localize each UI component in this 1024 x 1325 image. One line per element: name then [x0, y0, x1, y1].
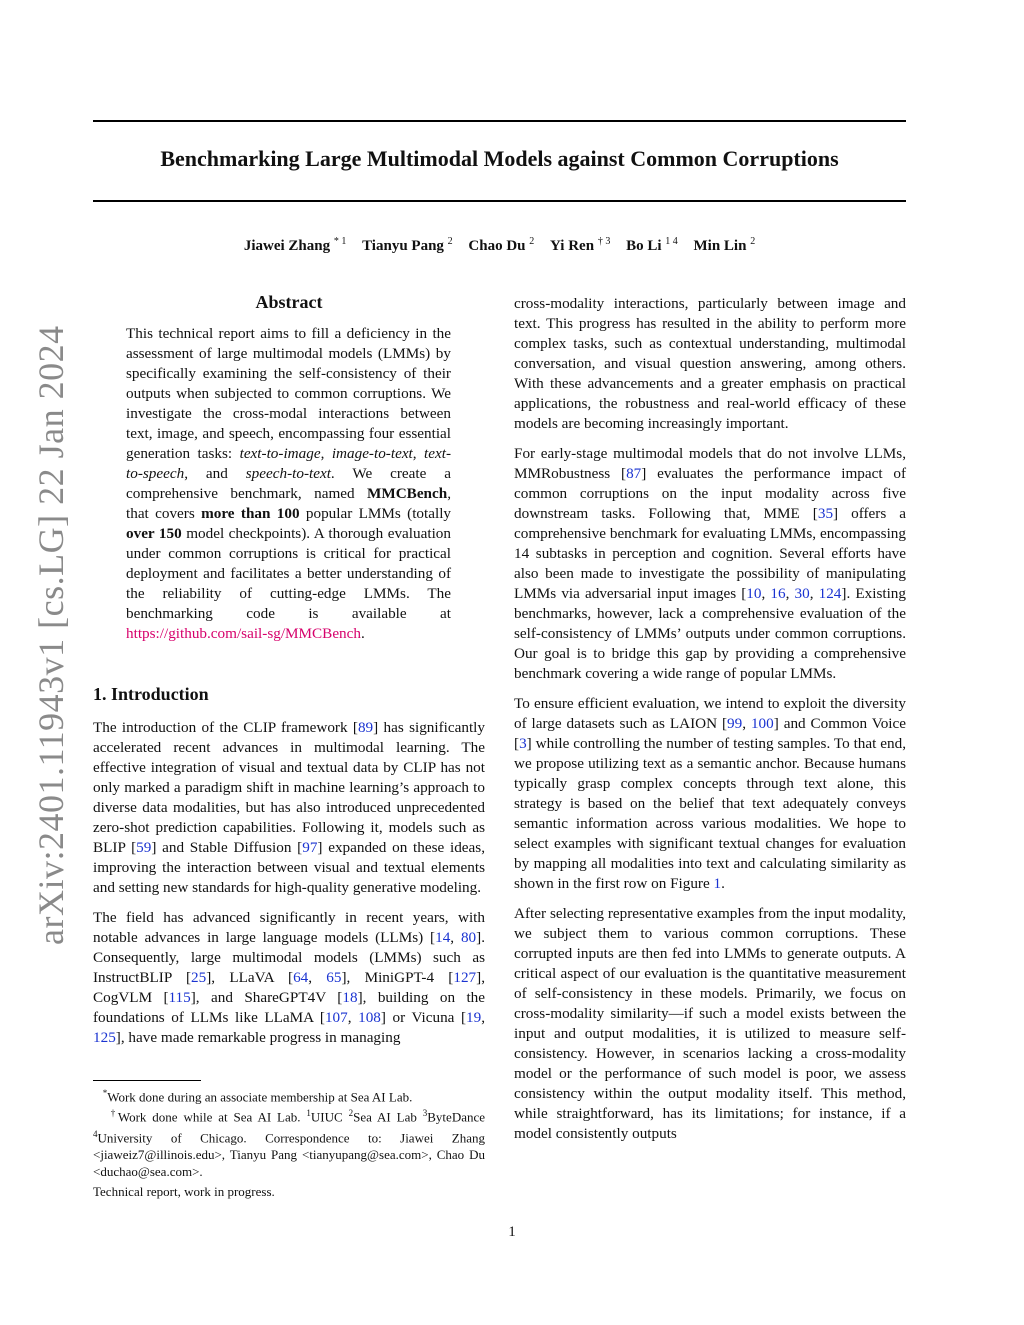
- footnotes: [93, 1080, 485, 1180]
- footnote-rule: [93, 1080, 201, 1081]
- citation-link[interactable]: 124: [818, 585, 842, 602]
- footnote-2: †Work done while at Sea AI Lab. $^1$UIUC $^2$Sea AI Lab $^3$ByteDance $^4$University of Chicago. Correspondence to: Jiawei Zhang <jiaweiz7@illinois.edu>, Tianyu Pang <tianyupang@sea.com>, Chao Du <duchao@sea.com>.: [93, 1108, 486, 1179]
- author-3: Chao Du $^2$: [468, 236, 535, 254]
- author-2: Tianyu Pang $^2$: [362, 236, 453, 254]
- intro-paragraph-4: For early-stage multimodal models that do not involve LLMs, MMRobustness [87] evaluates the performance impact of common corruptions on the input modality across five downstream tasks. Following that, MME [35] offers a comprehensive benchmark for evaluating LMMs, encompassing 14 subtasks in perception and cognition. Several efforts have also been made to investigate the possibility of manipulating LMMs via adversarial input images [10, 16, 30, 124]. Existing benchmarks, however, lack a comprehensive evaluation of the self-consistency of LMMs’ outputs under common corruptions. Our goal is to bridge this gap by providing a comprehensive benchmark covering a wide range of popular LMMs.: [514, 445, 907, 682]
- citation-link[interactable]: 18: [342, 989, 358, 1006]
- citation-link[interactable]: 65: [326, 969, 342, 986]
- citation-link[interactable]: 125: [93, 1029, 116, 1046]
- page-number: 1: [508, 1224, 516, 1240]
- citation-link[interactable]: 16: [770, 585, 786, 602]
- author-list: [93, 236, 906, 255]
- abstract-body: This technical report aims to fill a deficiency in the assessment of large multimodal models (LMMs) by specifically examining the self-consistency of their outputs when subjected to common corruptions. We investigate the cross-modal interactions between text, image, and speech, encompassing four essential generation tasks: text-to-image, image-to-text, text-to-speech, and speech-to-text. We create a comprehensive benchmark, named MMCBench, that covers more than 100 popular LMMs (totally over 150 model checkpoints). A thorough evaluation under common corruptions is critical for practical deployment and facilitates a better understanding of the reliability of cutting-edge LMMs. The benchmarking code is available at https://github.com/sail-sg/MMCBench.: [126, 325, 452, 642]
- arxiv-identifier: arXiv:2401.11943v1 [cs.LG] 22 Jan 2024: [31, 325, 71, 945]
- author-5: Bo Li $^{1 4}$: [626, 236, 678, 254]
- citation-link[interactable]: 127: [453, 969, 477, 986]
- citation-link[interactable]: 87: [626, 465, 642, 482]
- section-heading-introduction: 1. Introduction: [93, 684, 209, 704]
- citation-link[interactable]: 100: [750, 715, 774, 732]
- citation-link[interactable]: 3: [519, 735, 527, 752]
- intro-paragraph-2: The field has advanced significantly in recent years, with notable advances in large language models (LLMs) [14, 80]. Consequently, large multimodal models (LMMs) such as InstructBLIP [25], LLaVA [64, 65], MiniGPT-4 [127], CogVLM [115], and ShareGPT4V [18], building on the foundations of LLMs like LLaMA [107, 108] or Vicuna [19, 125], have made remarkable progress in managing: [93, 909, 486, 1046]
- intro-paragraph-5: To ensure efficient evaluation, we intend to exploit the diversity of large datasets such as LAION [99, 100] and Common Voice [3] while controlling the number of testing samples. To that end, we propose utilizing text as a semantic anchor. Because humans typically grasp complex concepts through text alone, this strategy is based on the belief that text adequately conveys semantic information across various modalities. We hope to select examples with significant textual changes for evaluation by mapping all modalities into text and calculating similarity as shown in the first row on Figure 1.: [514, 695, 907, 892]
- code-repository-link[interactable]: https://github.com/sail-sg/MMCBench: [126, 625, 361, 642]
- author-1: Jiawei Zhang $^{* 1}$: [243, 236, 347, 254]
- citation-link[interactable]: 107: [324, 1009, 348, 1026]
- title-rule-bottom: [93, 200, 906, 202]
- citation-link[interactable]: 19: [466, 1009, 482, 1026]
- paper-title: Benchmarking Large Multimodal Models against Common Corruptions: [160, 146, 839, 171]
- citation-link[interactable]: 89: [357, 719, 374, 736]
- intro-paragraph-1: The introduction of the CLIP framework [89] has significantly accelerated recent advances in multimodal learning. The effective integration of visual and textual data by CLIP has not only marked a paradigm shift in machine learning’s approach to diverse data modalities, but has also introduced unprecedented zero-shot prediction capabilities. Following it, models such as BLIP [59] and Stable Diffusion [97] expanded on these ideas, improving the interaction between visual and textual elements and setting new standards for high-quality generative modeling.: [93, 719, 485, 896]
- author-6: Min Lin $^2$: [693, 236, 756, 254]
- author-4: Yi Ren $^{\dagger 3}$: [550, 236, 611, 254]
- report-status-note: Technical report, work in progress.: [93, 1184, 275, 1199]
- intro-paragraph-3: cross-modality interactions, particularly between image and text. This progress has resulted in the ability to perform more complex tasks, such as contextual understanding, multimodal conversation, and visual question answering, among others. With these advancements and a greater emphasis on practical applications, the robustness and real-world efficacy of these models are becoming increasingly important.: [514, 295, 906, 432]
- footnote-1: *Work done during an associate membership at Sea AI Lab.: [102, 1088, 413, 1105]
- intro-paragraph-6: After selecting representative examples from the input modality, we subject them to various common corruptions. These corrupted inputs are then fed into LMMs to generate outputs. A critical aspect of our evaluation is the quantitative measurement of self-consistency in these models. Primarily, we focus on cross-modality similarity—if such a model exists between the input and output modalities, it is utilized to measure self-consistency. However, in scenarios lacking a cross-modality model or the performance of such model is poor, we assess consistency within the output modality itself. This method, while straightforward, has its limitations; for instance, if a model consistently outputs: [514, 905, 906, 1142]
- title-rule-top: [93, 120, 906, 122]
- citation-link[interactable]: 30: [794, 585, 810, 602]
- citation-link[interactable]: 35: [817, 505, 834, 522]
- citation-link[interactable]: 99: [727, 715, 743, 732]
- citation-link[interactable]: 64: [293, 969, 309, 986]
- figure-link[interactable]: 1: [713, 875, 722, 892]
- citation-link[interactable]: 80: [460, 929, 477, 946]
- citation-link[interactable]: 115: [168, 989, 191, 1006]
- citation-link[interactable]: 59: [136, 839, 152, 856]
- abstract-heading: Abstract: [255, 292, 323, 312]
- left-column: [93, 290, 485, 1058]
- citation-link[interactable]: 108: [358, 1009, 381, 1026]
- citation-link[interactable]: 97: [302, 839, 318, 856]
- benchmark-name: MMCBench: [367, 485, 448, 502]
- right-column: [514, 294, 906, 1154]
- citation-link[interactable]: 25: [191, 969, 207, 986]
- citation-link[interactable]: 10: [746, 585, 762, 602]
- citation-link[interactable]: 14: [435, 929, 451, 946]
